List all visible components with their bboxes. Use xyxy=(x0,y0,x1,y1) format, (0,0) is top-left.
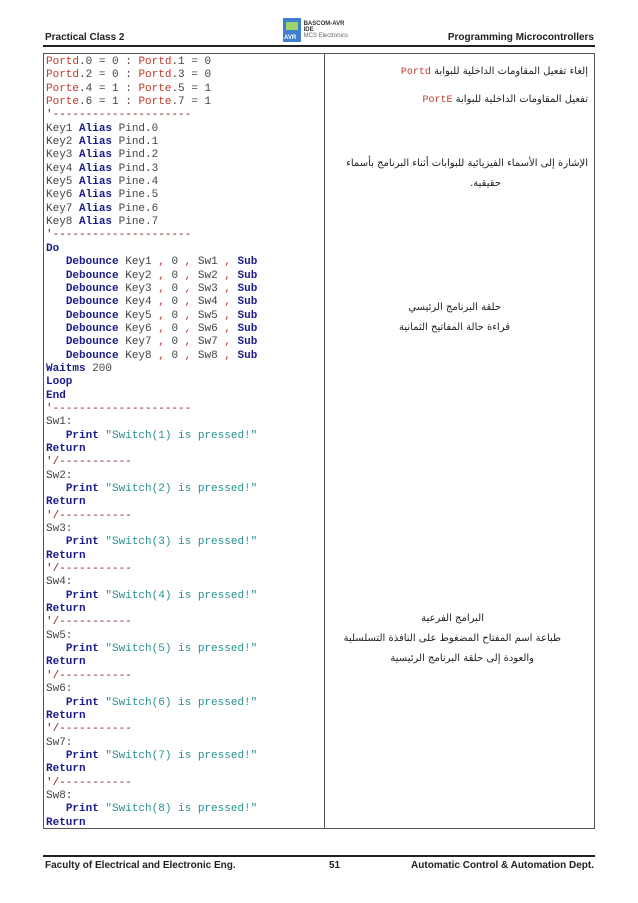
code-line xyxy=(46,630,322,643)
code-token xyxy=(46,256,66,268)
code-token: '--------------------- xyxy=(46,109,192,122)
code-token: Print xyxy=(65,696,99,709)
code-token: Print xyxy=(65,429,99,442)
footer-department: Automatic Control & Automation Dept. xyxy=(411,860,594,871)
note-subs-desc1: طباعة اسم المفتاح المضغوط على النافذة التسلسلية xyxy=(343,633,561,644)
code-line xyxy=(46,270,322,283)
code-token: 0 xyxy=(164,336,185,349)
code-line xyxy=(46,523,322,536)
code-token: Key8 xyxy=(46,216,80,229)
code-token: , xyxy=(184,256,192,269)
code-token: Key5 xyxy=(46,176,80,189)
code-line xyxy=(46,750,322,763)
code-token: Debounce xyxy=(65,349,119,362)
code-token: Return xyxy=(46,549,86,562)
code-token: Porte xyxy=(46,82,80,95)
code-token xyxy=(46,323,66,335)
code-token: , xyxy=(158,282,165,295)
code-line xyxy=(46,176,322,189)
code-token: Debounce xyxy=(65,282,119,295)
code-token: "Switch(1) is pressed!" xyxy=(98,429,258,442)
code-token: , xyxy=(184,309,192,322)
code-token: , xyxy=(158,269,165,282)
code-token xyxy=(46,750,66,762)
code-token: Key7 xyxy=(46,202,80,215)
footer-rule xyxy=(43,855,595,857)
code-token: Pine.6 xyxy=(112,202,159,215)
code-token: Key4 xyxy=(46,162,80,175)
code-token xyxy=(46,283,66,295)
code-token: , xyxy=(224,322,231,335)
code-token: Sw7 xyxy=(191,336,225,349)
code-line xyxy=(46,336,322,349)
code-line xyxy=(46,590,322,603)
code-token: Key5 xyxy=(118,309,159,322)
code-token: Key2 xyxy=(118,269,159,282)
bascom-logo xyxy=(283,17,355,43)
code-line xyxy=(46,697,322,710)
code-token: Debounce xyxy=(65,296,119,309)
code-listing xyxy=(46,56,322,830)
code-token: .4 = 1 : xyxy=(79,82,139,95)
code-token: Sw3: xyxy=(46,523,73,536)
code-token: Sw7: xyxy=(46,736,73,749)
code-token: '/----------- xyxy=(46,669,132,682)
code-line xyxy=(46,149,322,162)
code-token: Alias xyxy=(79,136,113,149)
code-token xyxy=(46,270,66,282)
code-token: Alias xyxy=(79,149,113,162)
code-token: Return xyxy=(46,496,86,509)
code-token: Pine.7 xyxy=(112,216,159,229)
code-token xyxy=(231,283,238,295)
footer-faculty: Faculty of Electrical and Electronic Eng. xyxy=(45,860,236,871)
code-token: 0 xyxy=(164,256,185,269)
code-token xyxy=(231,270,238,282)
code-token: , xyxy=(158,336,165,349)
code-line xyxy=(46,616,322,629)
code-line xyxy=(46,550,322,563)
code-token: '/----------- xyxy=(46,616,132,629)
code-token: , xyxy=(158,309,165,322)
code-token: Porte xyxy=(138,96,172,109)
code-token: Sw6 xyxy=(191,322,225,335)
code-token: '/----------- xyxy=(46,563,132,576)
code-token: , xyxy=(224,296,231,309)
code-token: Alias xyxy=(79,202,113,215)
code-token: Alias xyxy=(79,216,113,229)
code-line xyxy=(46,510,322,523)
code-line xyxy=(46,496,322,509)
code-token: , xyxy=(184,336,192,349)
code-token xyxy=(231,350,238,362)
code-token: , xyxy=(184,349,192,362)
code-token: .5 = 1 xyxy=(171,82,212,95)
code-token: Sw4: xyxy=(46,576,73,589)
code-line xyxy=(46,790,322,803)
code-line xyxy=(46,777,322,790)
code-line xyxy=(46,456,322,469)
code-line xyxy=(46,350,322,363)
code-token: .2 = 0 : xyxy=(79,69,139,82)
code-token: Waitms xyxy=(46,362,86,375)
code-line xyxy=(46,710,322,723)
code-token: '--------------------- xyxy=(46,402,192,415)
code-line xyxy=(46,670,322,683)
code-line xyxy=(46,376,322,389)
code-token: Sub xyxy=(237,349,258,362)
code-token: Sub xyxy=(237,282,258,295)
code-token xyxy=(46,590,66,602)
code-token: Sw6: xyxy=(46,683,73,696)
code-token: .3 = 0 xyxy=(171,69,212,82)
code-token: Pind.1 xyxy=(112,136,159,149)
code-token: .1 = 0 xyxy=(171,56,212,68)
code-token: .6 = 1 : xyxy=(79,96,139,109)
code-line xyxy=(46,363,322,376)
code-token: Pine.4 xyxy=(112,176,159,189)
code-token: Print xyxy=(65,589,99,602)
code-token: Key3 xyxy=(118,282,159,295)
code-line xyxy=(46,56,322,69)
code-line xyxy=(46,310,322,323)
code-token: '/----------- xyxy=(46,776,132,789)
code-token: Return xyxy=(46,442,86,455)
code-token: "Switch(6) is pressed!" xyxy=(98,696,258,709)
code-token: Key6 xyxy=(46,189,80,202)
code-line xyxy=(46,536,322,549)
code-token: , xyxy=(224,256,231,269)
code-line xyxy=(46,109,322,122)
code-token xyxy=(231,310,238,322)
code-token: Sub xyxy=(237,309,258,322)
code-token: Key2 xyxy=(46,136,80,149)
code-token xyxy=(46,536,66,548)
code-token: 0 xyxy=(164,269,185,282)
code-token: Do xyxy=(46,242,60,255)
code-token: Sw4 xyxy=(191,296,225,309)
code-token: Sw3 xyxy=(191,282,225,295)
code-token xyxy=(46,336,66,348)
logo-subtitle: MCS Electronics xyxy=(303,33,348,40)
code-line xyxy=(46,576,322,589)
code-token: Sw8: xyxy=(46,789,73,802)
code-token: Print xyxy=(65,536,99,549)
code-line xyxy=(46,430,322,443)
code-token: Portd xyxy=(138,56,172,68)
note-loop-title: حلقة البرنامج الرئيسي xyxy=(408,302,501,313)
code-token: Print xyxy=(65,643,99,656)
code-token: 0 xyxy=(164,296,185,309)
code-line xyxy=(46,123,322,136)
code-token: Debounce xyxy=(65,309,119,322)
code-token: Print xyxy=(65,803,99,816)
code-token: Pine.5 xyxy=(112,189,159,202)
code-token: "Switch(7) is pressed!" xyxy=(98,749,258,762)
code-line xyxy=(46,229,322,242)
code-token: '--------------------- xyxy=(46,229,192,242)
code-token: Debounce xyxy=(65,336,119,349)
code-line xyxy=(46,216,322,229)
code-token: Sw5 xyxy=(191,309,225,322)
code-line xyxy=(46,443,322,456)
code-token xyxy=(231,296,238,308)
code-token: Print xyxy=(65,749,99,762)
code-token: "Switch(2) is pressed!" xyxy=(98,483,258,495)
code-token: '/----------- xyxy=(46,723,132,736)
code-line xyxy=(46,189,322,202)
code-line xyxy=(46,203,322,216)
code-token xyxy=(231,256,238,268)
code-token: Print xyxy=(65,483,99,495)
code-token xyxy=(46,643,66,655)
code-token: , xyxy=(184,296,192,309)
code-token: '/----------- xyxy=(46,509,132,522)
code-token xyxy=(231,323,238,335)
code-token: , xyxy=(158,296,165,309)
header-rule xyxy=(43,45,595,47)
note-subs-title: البرامج الفرعية xyxy=(421,613,484,624)
code-token: Return xyxy=(46,709,86,722)
code-token: Return xyxy=(46,656,86,669)
code-token: , xyxy=(184,282,192,295)
code-token: 200 xyxy=(85,362,113,375)
code-token: Portd xyxy=(138,69,172,82)
code-line xyxy=(46,817,322,830)
code-token xyxy=(46,350,66,362)
code-line xyxy=(46,283,322,296)
code-token xyxy=(46,697,66,709)
code-token xyxy=(46,430,66,442)
code-token: Key4 xyxy=(118,296,159,309)
note-disable-pullups: إلغاء تفعيل المقاومات الداخلية للبوابة Portd xyxy=(400,66,588,78)
note-alias-line2: حقيقية. xyxy=(470,178,501,189)
page-number: 51 xyxy=(329,860,341,871)
code-token: Key7 xyxy=(118,336,159,349)
code-token xyxy=(46,803,66,815)
header-subject: Programming Microcontrollers xyxy=(447,32,594,43)
code-token: Debounce xyxy=(65,256,119,269)
code-token: End xyxy=(46,389,66,402)
code-token: Return xyxy=(46,816,86,829)
code-token: .0 = 0 : xyxy=(79,56,139,68)
logo-mark-text: AVR xyxy=(284,35,297,41)
code-line xyxy=(46,723,322,736)
note-subs-desc2: والعودة إلى حلقة البرنامج الرئيسية xyxy=(390,653,534,664)
code-line xyxy=(46,656,322,669)
code-token xyxy=(46,310,66,322)
code-token: "Switch(3) is pressed!" xyxy=(98,536,258,549)
code-token: "Switch(4) is pressed!" xyxy=(98,589,258,602)
code-line xyxy=(46,563,322,576)
code-token: Key6 xyxy=(118,322,159,335)
code-token: 0 xyxy=(164,322,185,335)
code-line xyxy=(46,803,322,816)
code-line xyxy=(46,136,322,149)
code-token: Sw5: xyxy=(46,629,73,642)
code-token: '/----------- xyxy=(46,456,132,469)
code-line xyxy=(46,96,322,109)
code-token xyxy=(231,336,238,348)
code-token: Loop xyxy=(46,376,73,389)
code-token: , xyxy=(224,349,231,362)
code-token: Key8 xyxy=(118,349,159,362)
code-line xyxy=(46,390,322,403)
note-loop-desc: قراءة حالة المفاتيح الثمانية xyxy=(399,322,510,333)
code-token: Sub xyxy=(237,336,258,349)
code-line xyxy=(46,603,322,616)
code-token: Pind.2 xyxy=(112,149,159,162)
code-token: Alias xyxy=(79,162,113,175)
code-token: Return xyxy=(46,603,86,616)
code-token: Key1 xyxy=(46,122,80,135)
code-line xyxy=(46,763,322,776)
code-explanation-table xyxy=(43,53,595,829)
code-token: Alias xyxy=(79,189,113,202)
code-token: .7 = 1 xyxy=(171,96,212,109)
code-token: Return xyxy=(46,763,86,776)
code-token: Alias xyxy=(79,122,113,135)
code-token xyxy=(46,483,66,495)
note-alias-line1: الإشارة إلى الأسماء الفيزيائية للبوابات أثناء البرنامج بأسماء xyxy=(346,158,588,169)
code-token: 0 xyxy=(164,282,185,295)
code-token: , xyxy=(158,322,165,335)
code-line xyxy=(46,296,322,309)
code-line xyxy=(46,243,322,256)
code-token: Sub xyxy=(237,256,258,269)
header-course-title: Practical Class 2 xyxy=(45,32,125,43)
column-divider xyxy=(324,54,325,828)
code-token: Sub xyxy=(237,322,258,335)
code-token: Sw8 xyxy=(191,349,225,362)
code-line xyxy=(46,470,322,483)
code-line xyxy=(46,256,322,269)
code-token: Pind.3 xyxy=(112,162,159,175)
code-token: , xyxy=(224,336,231,349)
code-token: Porte xyxy=(46,96,80,109)
code-token: Portd xyxy=(46,69,80,82)
code-line xyxy=(46,683,322,696)
code-token: Sw2 xyxy=(191,269,225,282)
note-enable-pullups: تفعيل المقاومات الداخلية للبوابة PortE xyxy=(422,94,588,106)
code-token: Debounce xyxy=(65,322,119,335)
code-line xyxy=(46,69,322,82)
code-token: , xyxy=(224,269,231,282)
code-token: "Switch(5) is pressed!" xyxy=(98,643,258,656)
code-token: Sw1: xyxy=(46,416,73,429)
avr-chip-icon xyxy=(283,18,301,42)
code-token: Sw2: xyxy=(46,469,73,482)
code-line xyxy=(46,323,322,336)
code-token: Pind.0 xyxy=(112,122,159,135)
code-token: 0 xyxy=(164,309,185,322)
code-token: 0 xyxy=(164,349,185,362)
code-token: Sw1 xyxy=(191,256,225,269)
code-line xyxy=(46,163,322,176)
code-token: Sub xyxy=(237,296,258,309)
code-token: Key3 xyxy=(46,149,80,162)
code-token: Portd xyxy=(46,56,80,68)
code-line xyxy=(46,483,322,496)
code-token: , xyxy=(224,309,231,322)
code-token: "Switch(8) is pressed!" xyxy=(98,803,258,816)
code-line xyxy=(46,83,322,96)
code-token: , xyxy=(158,256,165,269)
code-token: Sub xyxy=(237,269,258,282)
code-token: Debounce xyxy=(65,269,119,282)
code-line xyxy=(46,643,322,656)
code-token: , xyxy=(158,349,165,362)
code-token xyxy=(46,296,66,308)
code-line xyxy=(46,737,322,750)
code-line xyxy=(46,403,322,416)
logo-title: BASCOM-AVR IDE xyxy=(303,20,345,33)
code-token: Porte xyxy=(138,82,172,95)
code-line xyxy=(46,416,322,429)
code-token: , xyxy=(184,269,192,282)
code-token: , xyxy=(224,282,231,295)
code-token: , xyxy=(184,322,192,335)
code-token: Key1 xyxy=(118,256,159,269)
code-token: Alias xyxy=(79,176,113,189)
